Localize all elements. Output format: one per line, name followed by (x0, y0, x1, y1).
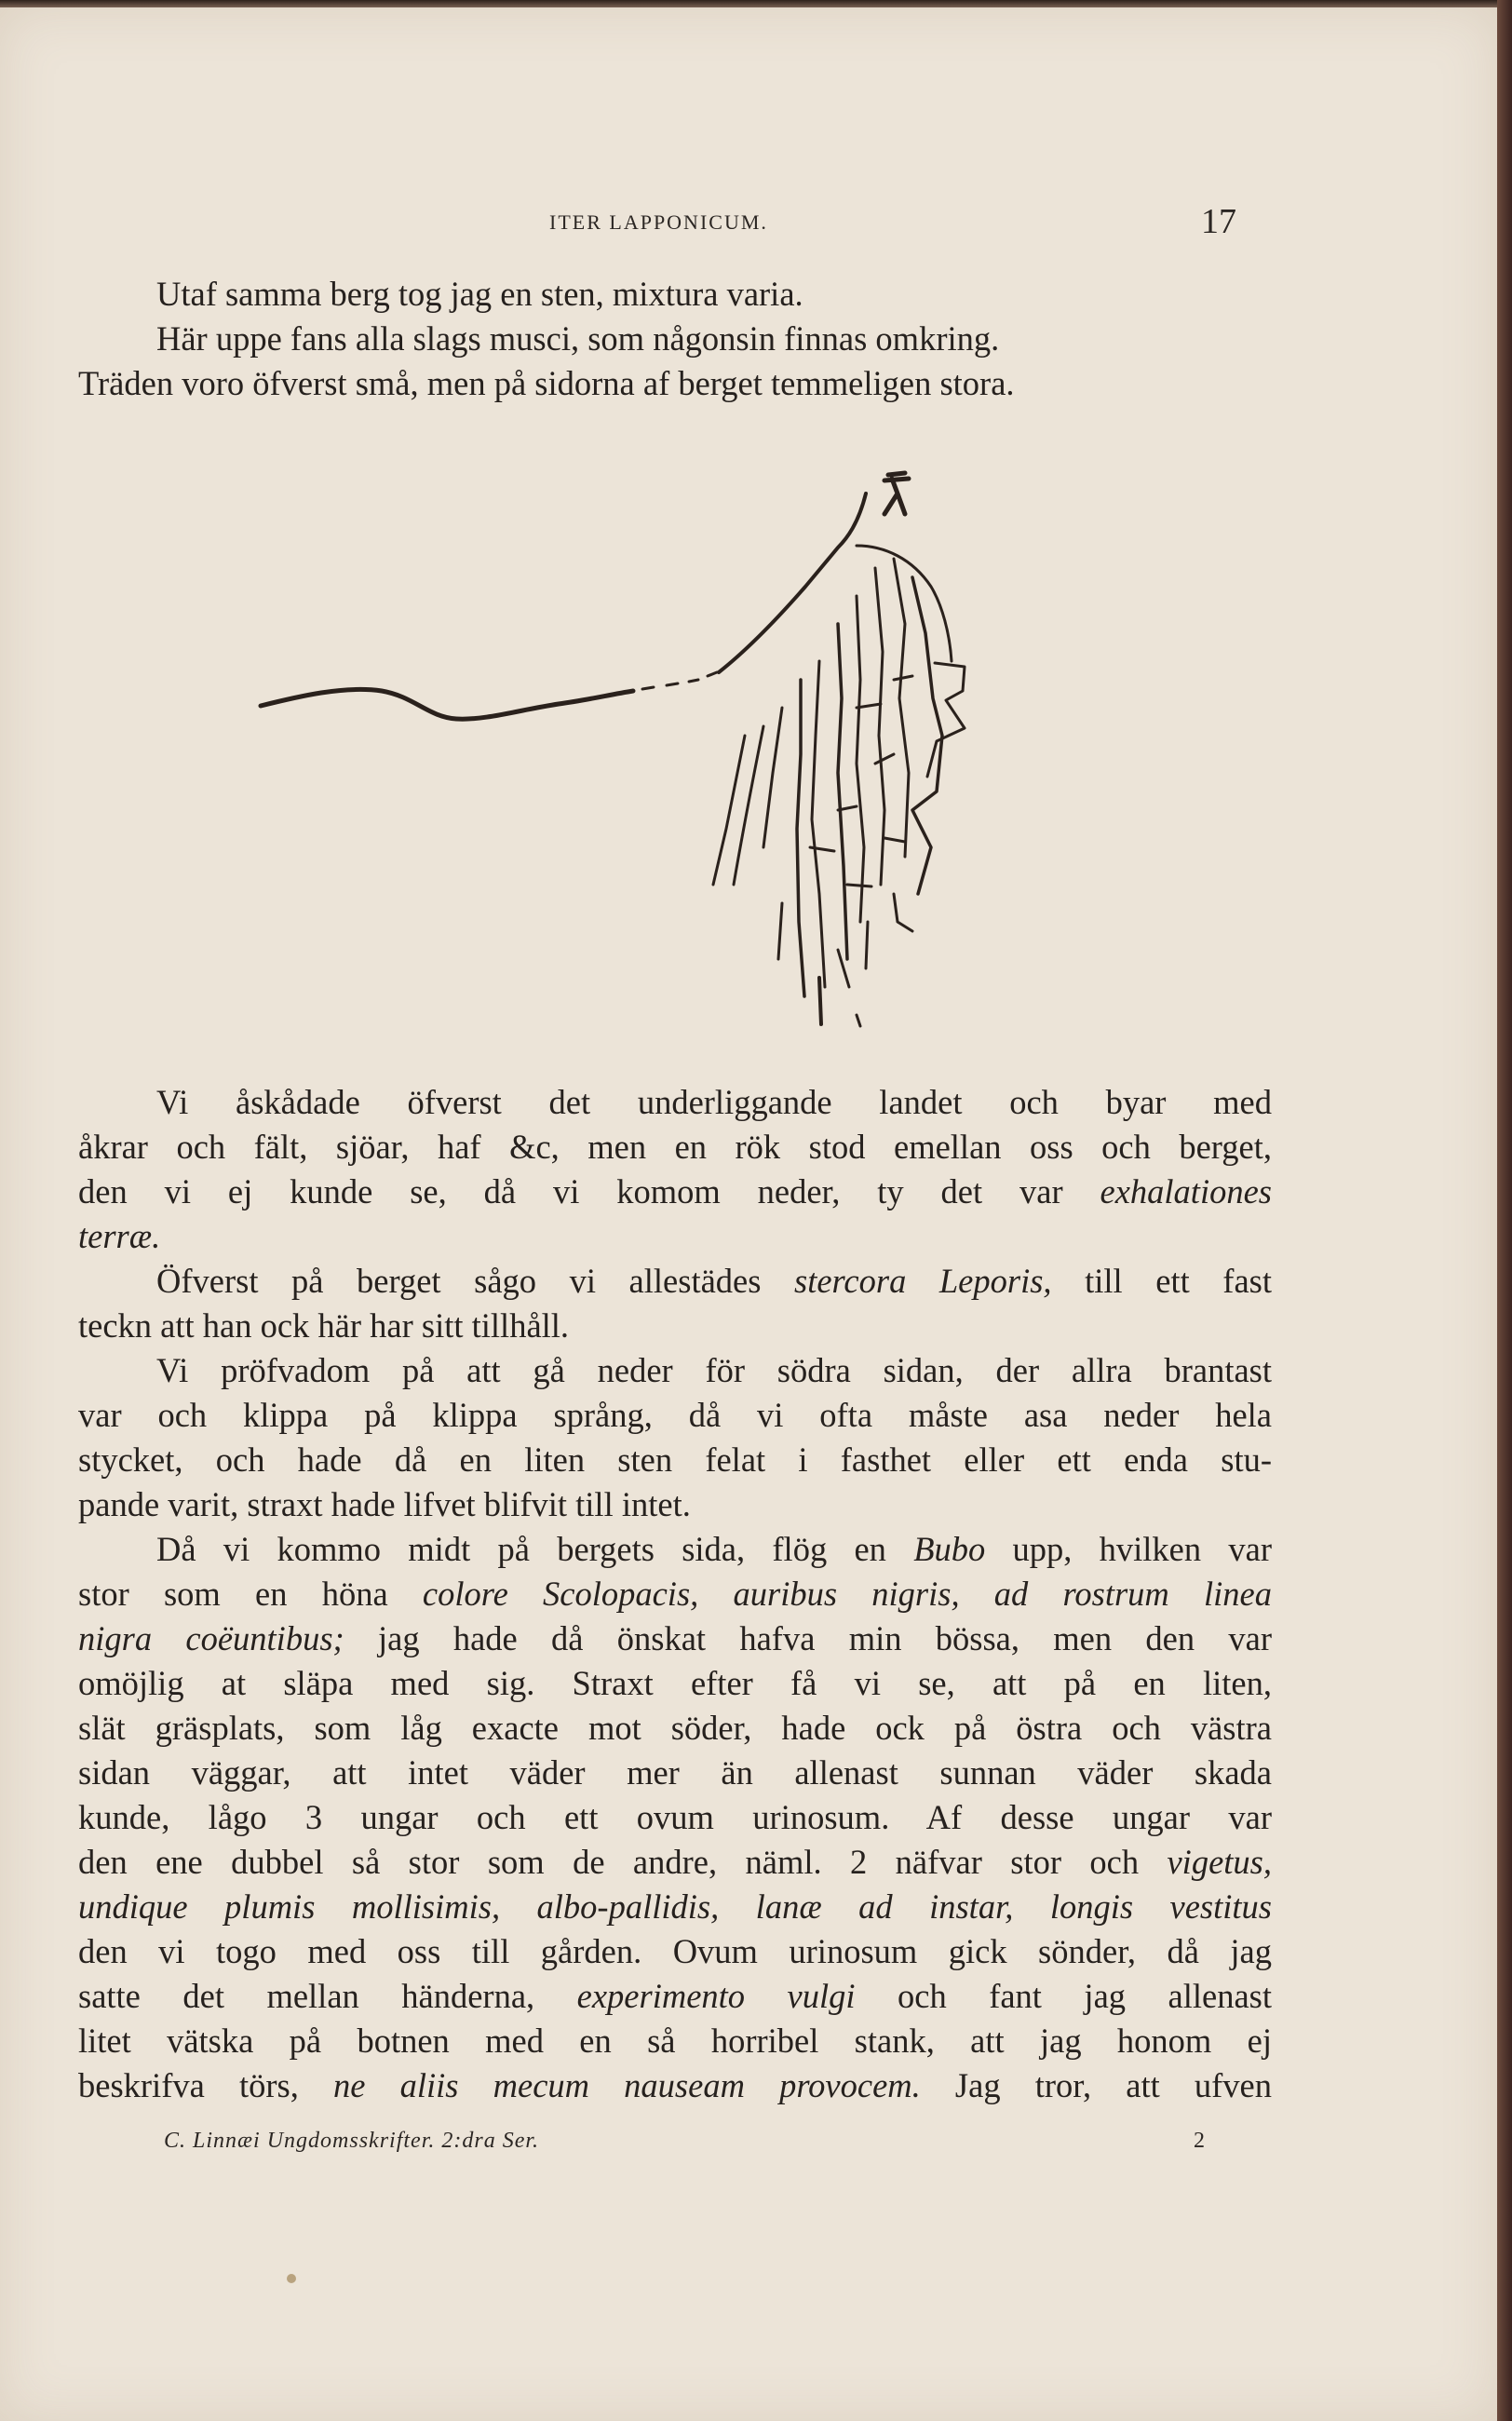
text-run: och fant jag allenast (855, 1977, 1272, 2015)
text-line: Vi pröfvadom på att gå neder för södra sidan, der allra brantast (156, 1351, 1272, 1389)
text-line (78, 2063, 1272, 2108)
opening-paragraph (78, 272, 1272, 406)
latin-term: terræ. (78, 1217, 161, 1255)
signature-mark: 2 (1194, 2129, 1205, 2153)
latin-term: ne aliis mecum nauseam provocem. (333, 2066, 921, 2104)
text-run: till ett fast (1051, 1262, 1272, 1300)
latin-term: experimento vulgi (576, 1977, 856, 2015)
text-line: undique plumis mollisimis, albo-pallidis, lanæ ad instar, longis vestitus (78, 1887, 1272, 1926)
text-run: satte det mellan händerna, (78, 1977, 577, 2015)
latin-term: stercora Leporis, (794, 1262, 1052, 1300)
ridge-dashes (642, 672, 717, 689)
mountain-sketch-illustration (242, 456, 1136, 1034)
text-line: pande varit, straxt hade lifvet blifvit till intet. (78, 1485, 691, 1523)
text-line (78, 1572, 1272, 1616)
text-run: jag hade då önskat hafva min bössa, men den var (344, 1619, 1272, 1657)
summit-cairn (884, 473, 909, 514)
text-line: Här uppe fans alla slags musci, som någonsin finnas omkring. (156, 319, 1000, 358)
latin-term: vigetus, (1167, 1843, 1272, 1881)
text-run: Öfverst på berget sågo vi allestädes (156, 1262, 795, 1300)
text-line: Utaf samma berg tog jag en sten, mixtura varia. (156, 275, 803, 313)
text-line (78, 1616, 1272, 1661)
signature-line: C. Linnæi Ungdomsskrifter. 2:dra Ser. (164, 2129, 540, 2153)
text-line: stycket, och hade då en liten sten felat i fasthet eller ett enda stu- (78, 1440, 1272, 1479)
text-line (78, 1840, 1272, 1885)
running-head-title: ITER LAPPONICUM. (549, 210, 768, 234)
text-run: Jag tror, att ufven (920, 2066, 1272, 2104)
latin-term: nigra coëuntibus; (78, 1619, 344, 1657)
text-run: upp, hvilken var (985, 1530, 1273, 1568)
paper-speck (287, 2274, 296, 2283)
text-line: den vi togo med oss till gården. Ovum urinosum gick sönder, då jag (78, 1932, 1272, 1970)
text-line: åkrar och fält, sjöar, haf &c, men en rök stod emellan oss och berget, (78, 1128, 1272, 1166)
text-line: kunde, lågo 3 ungar och ett ovum urinosum. Af desse ungar var (78, 1798, 1272, 1836)
latin-term: Bubo (913, 1530, 986, 1568)
text-line: var och klippa på klippa språng, då vi ofta måste asa neder hela (78, 1396, 1272, 1434)
main-text-body (78, 1080, 1272, 2108)
text-line: teckn att han ock här har sitt tillhåll. (78, 1306, 570, 1345)
text-line: omöjlig at släpa med sig. Straxt efter få vi se, att på en liten, (78, 1664, 1272, 1702)
latin-term: exhalationes (1100, 1172, 1272, 1210)
text-line (78, 1974, 1272, 2019)
text-line: sidan väggar, att intet väder mer än allenast sunnan väder skada (78, 1753, 1272, 1792)
text-run: den vi ej kunde se, då vi komom neder, ty det var (78, 1172, 1100, 1210)
page-number: 17 (1201, 202, 1236, 241)
latin-term: colore Scolopacis, auribus nigris, ad rostrum linea (422, 1575, 1272, 1613)
text-run: beskrifva törs, (78, 2066, 333, 2104)
text-line: Vi åskådade öfverst det underliggande landet och byar med (156, 1083, 1272, 1121)
peak-outline (719, 494, 866, 672)
text-line: slät gräsplats, som låg exacte mot söder, hade ock på östra och västra (78, 1709, 1272, 1747)
text-run: Då vi kommo midt på bergets sida, flög en (156, 1530, 914, 1568)
text-line (78, 1527, 1272, 1572)
text-line (78, 1259, 1272, 1304)
text-line: Träden voro öfverst små, men på sidorna af berget temmeligen stora. (78, 364, 1015, 402)
text-run: stor som en höna (78, 1575, 423, 1613)
ridge-outline (261, 689, 633, 719)
book-spine-edge (1497, 0, 1512, 2421)
text-run: den ene dubbel så stor som de andre, näml. 2 näfvar stor och (78, 1843, 1168, 1881)
text-line (78, 1170, 1272, 1214)
text-line: litet vätska på botnen med en så horribel stank, att jag honom ej (78, 2022, 1272, 2060)
